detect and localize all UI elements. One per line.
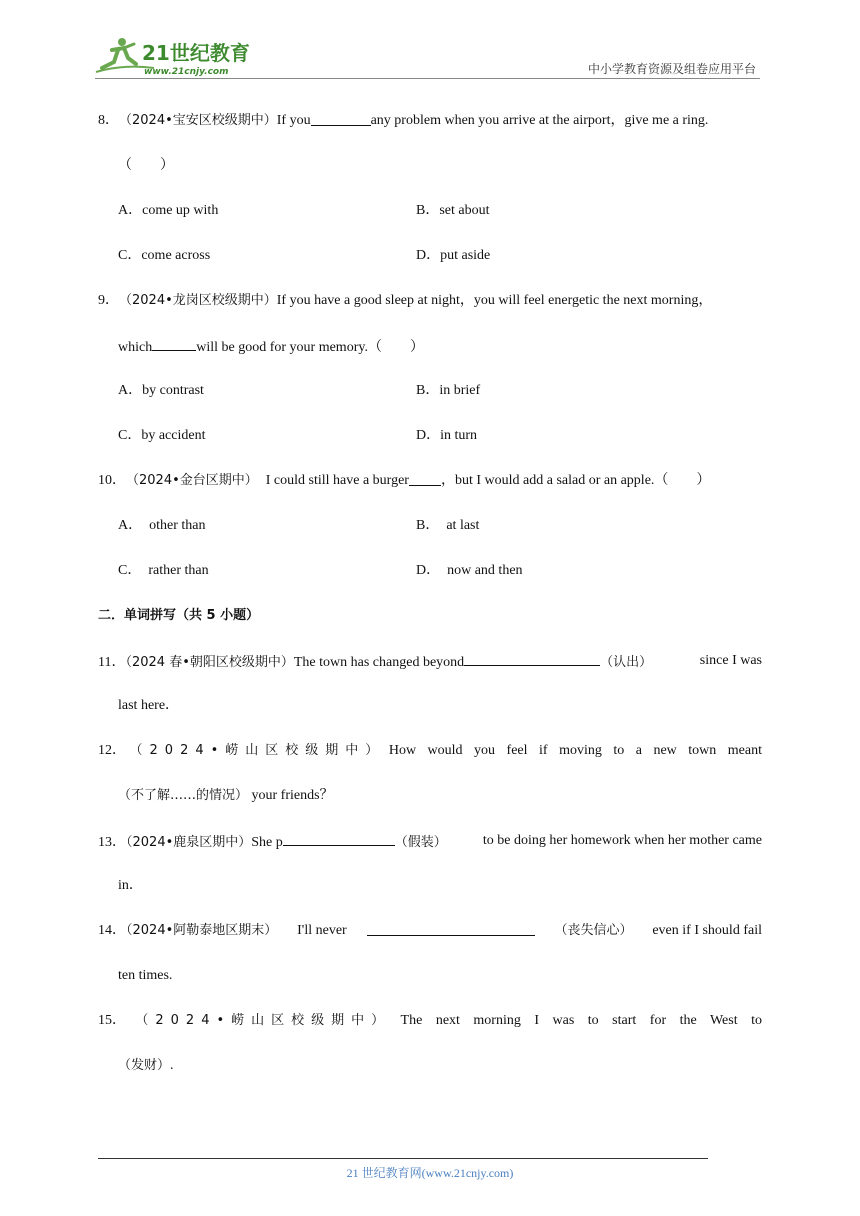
question-source: （2024•宝安区校级期中） xyxy=(119,113,277,128)
question-source: （2024•阿勒泰地区期末） xyxy=(126,923,278,938)
option-c[interactable]: C．by accident xyxy=(118,428,206,443)
option-d[interactable]: D．in turn xyxy=(416,428,478,443)
footer-link[interactable]: 21 世纪教育网(www.21cnjy.com) xyxy=(346,1166,514,1180)
question-12-cont: （不了解……的情况） your friends？ xyxy=(118,788,334,803)
header-divider xyxy=(95,78,760,79)
question-11: 11．（2024 春•朝阳区校级期中）The town has changed beyond （认出） since I was xyxy=(98,653,762,670)
answer-paren[interactable]: （ ） xyxy=(118,158,174,173)
question-15: 15． （2024•崂山区校级期中） The next morning I was to start for the West to xyxy=(98,1011,762,1031)
question-source: （2024•崂山区校级期中） xyxy=(135,1013,392,1028)
section-title: 二．单词拼写（共 5 小题） xyxy=(98,608,260,623)
option-c[interactable]: C．come across xyxy=(118,248,211,263)
option-a[interactable]: A． other than xyxy=(118,518,206,533)
question-source: （2024•龙岗区校级期中） xyxy=(119,293,277,308)
option-b[interactable]: B． at last xyxy=(416,518,480,533)
question-8: 8． （2024•宝安区校级期中） If you any problem when you arrive at the airport，give me a ring. xyxy=(98,111,762,131)
option-d[interactable]: D．put aside xyxy=(416,248,491,263)
question-10: 10． （2024•金台区期中） I could still have a burger ，but I would add a salad or an apple.（ ） xyxy=(98,471,762,491)
platform-title: 中小学教育资源及组卷应用平台 xyxy=(587,62,756,76)
question-13: 13．（2024•鹿泉区期中）She p （假装） to be doing her homework when her mother came xyxy=(98,833,762,850)
question-14: 14．（2024•阿勒泰地区期末） I'll never （丧失信心） even if I should fail xyxy=(98,923,762,938)
answer-blank[interactable] xyxy=(152,336,196,351)
svg-text:21世纪教育: 21世纪教育 xyxy=(142,41,250,65)
logo xyxy=(94,34,264,78)
answer-blank[interactable] xyxy=(409,471,441,486)
question-15-cont: （发财）. xyxy=(118,1058,174,1073)
svg-text:www.21cnjy.com: www.21cnjy.com xyxy=(144,67,229,77)
question-9: 9． （2024•龙岗区校级期中） If you have a good sleep at night，you will feel energetic the next morning， xyxy=(98,291,762,311)
answer-blank[interactable] xyxy=(311,111,371,126)
question-9-cont: which will be good for your memory.（ ） xyxy=(118,336,424,358)
option-a[interactable]: A．come up with xyxy=(118,203,219,218)
option-b[interactable]: B．set about xyxy=(416,203,490,218)
answer-blank[interactable] xyxy=(283,831,395,846)
option-a[interactable]: A．by contrast xyxy=(118,383,204,398)
option-d[interactable]: D． now and then xyxy=(416,563,523,578)
question-12: 12． （2024•崂山区校级期中） How would you feel if moving to a new town meant xyxy=(98,741,762,761)
option-c[interactable]: C． rather than xyxy=(118,563,209,578)
question-source: （2024•鹿泉区期中） xyxy=(126,835,252,850)
answer-blank[interactable] xyxy=(367,921,535,936)
question-source: （2024•崂山区校级期中） xyxy=(129,743,386,758)
option-b[interactable]: B．in brief xyxy=(416,383,481,398)
answer-blank[interactable] xyxy=(464,651,600,666)
footer-divider xyxy=(98,1158,708,1159)
question-source: （2024 春•朝阳区校级期中） xyxy=(125,655,294,670)
question-source: （2024•金台区期中） xyxy=(126,473,258,488)
